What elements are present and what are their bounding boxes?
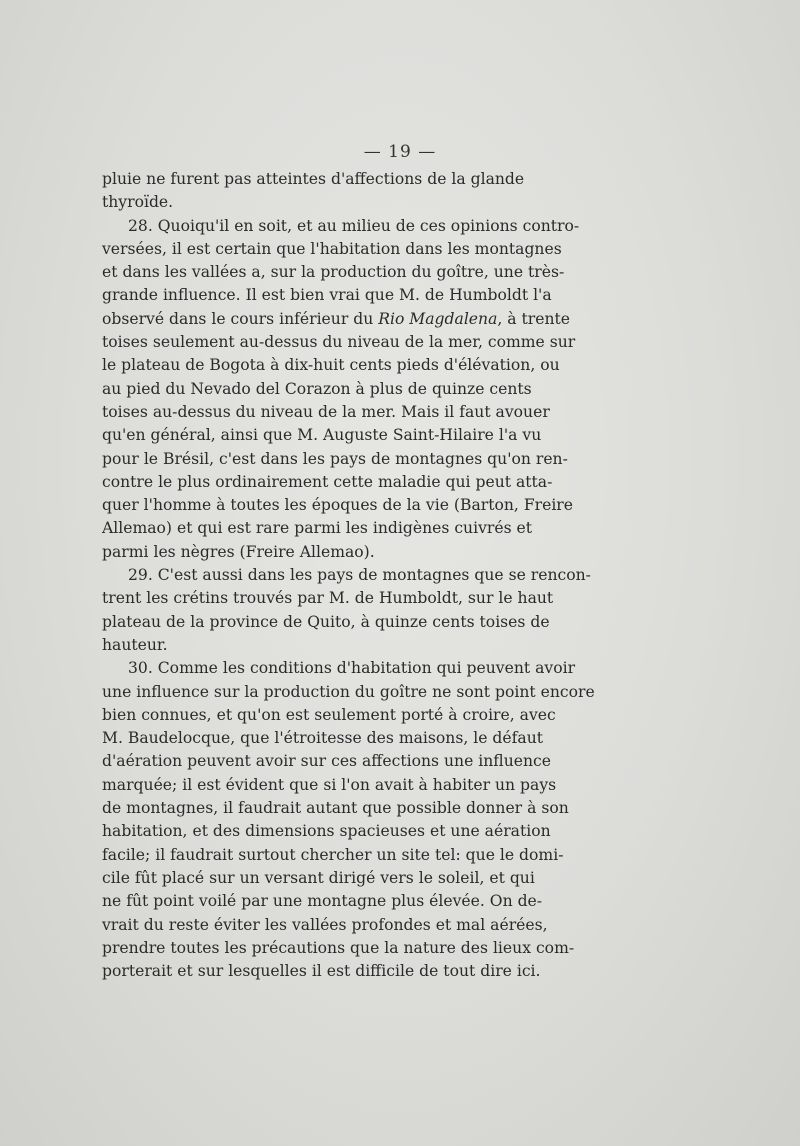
text-line: et dans les vallées a, sur la production du goître, une très- xyxy=(102,263,565,282)
text-line: qu'en général, ainsi que M. Auguste Saint-Hilaire l'a vu xyxy=(102,426,542,445)
text-line: vrait du reste éviter les vallées profondes et mal aérées, xyxy=(102,915,548,934)
text-line: d'aération peuvent avoir sur ces affections une influence xyxy=(102,752,551,771)
text-line: quer l'homme à toutes les époques de la vie (Barton, Freire xyxy=(102,496,573,515)
text-line: facile; il faudrait surtout chercher un site tel: que le domi- xyxy=(102,845,564,864)
text-line: contre le plus ordinairement cette maladie qui peut atta- xyxy=(102,472,553,491)
text-line: habitation, et des dimensions spacieuses et une aération xyxy=(102,822,551,841)
text-line: pluie ne furent pas atteintes d'affections de la glande xyxy=(102,170,525,188)
text-line: grande influence. Il est bien vrai que M. de Humboldt l'a xyxy=(102,286,552,305)
text-line: porterait et sur lesquelles il est difficile de tout dire ici. xyxy=(102,962,541,981)
text-line: de montagnes, il faudrait autant que possible donner à son xyxy=(102,799,569,818)
text-line: prendre toutes les précautions que la nature des lieux com- xyxy=(102,938,575,957)
body-text xyxy=(102,168,595,983)
text-line: hauteur. xyxy=(102,635,168,654)
text-line: 29. C'est aussi dans les pays de montagnes que se rencon- xyxy=(128,566,591,585)
text-line: 28. Quoiqu'il en soit, et au milieu de ces opinions contro- xyxy=(128,216,580,235)
text-line: toises seulement au-dessus du niveau de la mer, comme sur xyxy=(102,333,576,352)
page-number: — 19 — xyxy=(363,142,437,162)
text-line: parmi les nègres (Freire Allemao). xyxy=(102,542,375,561)
text-line: 30. Comme les conditions d'habitation qui peuvent avoir xyxy=(128,659,576,678)
text-line: marquée; il est évident que si l'on avait à habiter un pays xyxy=(102,775,557,794)
text-line: toises au-dessus du niveau de la mer. Mais il faut avouer xyxy=(102,402,550,421)
text-line: cile fût placé sur un versant dirigé vers le soleil, et qui xyxy=(102,868,535,887)
text-line: versées, il est certain que l'habitation dans les montagnes xyxy=(102,239,562,258)
text-line: thyroïde. xyxy=(102,193,174,212)
text-line: plateau de la province de Quito, à quinze cents toises de xyxy=(102,612,550,631)
italic-place-name: Rio Magdalena xyxy=(378,309,498,328)
text-line: Allemao) et qui est rare parmi les indigènes cuivrés et xyxy=(102,519,533,538)
text-line: une influence sur la production du goître ne sont point encore xyxy=(102,682,595,701)
text-line: pour le Brésil, c'est dans les pays de montagnes qu'on ren- xyxy=(102,449,568,468)
text-line: au pied du Nevado del Corazon à plus de quinze cents xyxy=(102,379,532,398)
text-line: ne fût point voilé par une montagne plus élevée. On de- xyxy=(102,892,543,911)
text-line: bien connues, et qu'on est seulement porté à croire, avec xyxy=(102,705,556,724)
text-line: M. Baudelocque, que l'étroitesse des maisons, le défaut xyxy=(102,729,544,748)
text-line: trent les crétins trouvés par M. de Humboldt, sur le haut xyxy=(102,589,554,608)
text-line: le plateau de Bogota à dix-huit cents pieds d'élévation, ou xyxy=(102,356,560,375)
text-line: observé dans le cours inférieur du Rio Magdalena, à trente xyxy=(102,309,571,328)
